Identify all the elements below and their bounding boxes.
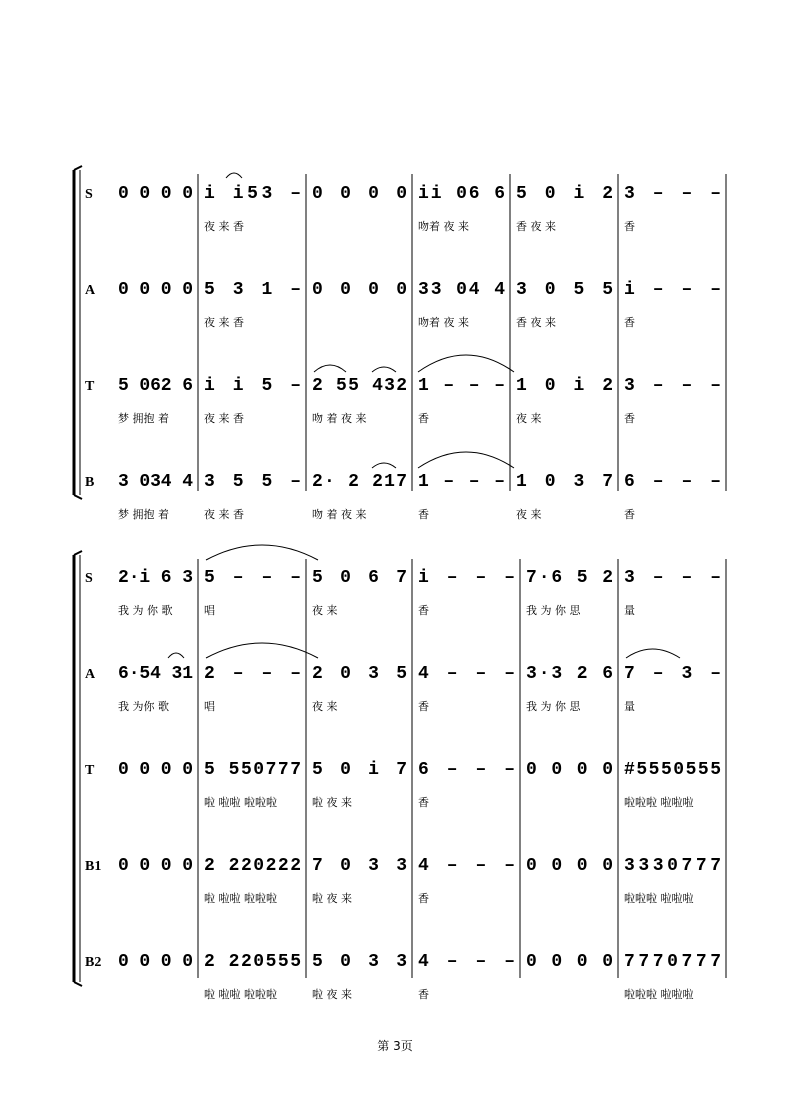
lyric-text: 夜 来 香	[204, 220, 244, 233]
voice-label: T	[85, 379, 95, 394]
measure-notes: 5 – – –	[204, 568, 302, 588]
lyric-text: 吻 着 夜 来	[312, 508, 367, 521]
lyric-text: 啦 夜 来	[312, 892, 352, 905]
measure-notes: i i 5 –	[204, 376, 302, 396]
voice-label: T	[85, 763, 95, 778]
measure-notes: 5 3 1 –	[204, 280, 302, 300]
measure-notes: 0000	[118, 952, 194, 972]
measure-notes: 5 0 6 7	[312, 568, 408, 588]
slur	[418, 355, 514, 372]
measure-notes: 0000	[526, 856, 614, 876]
measure-notes: i – – –	[418, 568, 516, 588]
lyric-text: 夜 来	[312, 604, 338, 617]
measure-notes: 2·i 6 3	[118, 568, 194, 588]
lyric-text: 夜 来	[312, 700, 338, 713]
measure-notes: 6·54 31	[118, 664, 194, 684]
voice-label: S	[85, 571, 93, 586]
lyric-text: 啦啦啦 啦啦啦	[624, 892, 694, 905]
page-number: 第 3页	[377, 1039, 413, 1053]
measure-notes: 0000	[118, 760, 194, 780]
measure-notes: 2 – – –	[204, 664, 302, 684]
measure-notes: 1 – – –	[418, 472, 506, 492]
lyric-text: 啦 啦啦 啦啦啦	[204, 796, 277, 809]
lyric-text: 夜 来 香	[204, 316, 244, 329]
lyric-text: 唱	[204, 700, 215, 713]
measure-notes: 5 0 i 7	[312, 760, 408, 780]
lyric-text: 香	[624, 316, 635, 329]
measure-notes: 2 220222	[204, 856, 302, 876]
measure-notes: 0000	[312, 184, 408, 204]
bracket-cap	[74, 982, 82, 986]
measure-notes: 3 – – –	[624, 376, 722, 396]
lyric-text: 我 为 你 歌	[118, 604, 173, 617]
slur	[168, 653, 184, 658]
measure-notes: 6 – – –	[418, 760, 516, 780]
slur	[206, 545, 318, 560]
lyric-text: 啦啦啦 啦啦啦	[624, 796, 694, 809]
measure-notes: 6 – – –	[624, 472, 722, 492]
lyric-text: 香	[418, 508, 429, 521]
lyric-text: 香 夜 来	[516, 220, 556, 233]
lyric-text: 梦 拥抱 着	[118, 412, 169, 425]
measure-notes: 5 550777	[204, 760, 302, 780]
measure-notes: 3 5 5 –	[204, 472, 302, 492]
lyric-text: 啦 啦啦 啦啦啦	[204, 988, 277, 1001]
measure-notes: 2· 2 217	[312, 472, 408, 492]
lyric-text: 啦啦啦 啦啦啦	[624, 988, 694, 1001]
measure-notes: i i53 –	[204, 184, 302, 204]
measure-notes: 1 – – –	[418, 376, 506, 396]
slur	[626, 649, 680, 658]
lyric-text: 香 夜 来	[516, 316, 556, 329]
bracket-cap	[74, 551, 82, 555]
voice-label: A	[85, 667, 96, 682]
voice-label: S	[85, 187, 93, 202]
bracket-cap	[74, 166, 82, 170]
lyric-text: 我 为 你 思	[526, 700, 581, 713]
lyric-text: 香	[418, 988, 429, 1001]
slur	[314, 365, 346, 372]
lyric-text: 夜 来 香	[204, 508, 244, 521]
measure-notes: 0000	[118, 856, 194, 876]
bracket-cap	[74, 495, 82, 499]
measure-notes: 5 0 3 3	[312, 952, 408, 972]
lyric-text: 香	[418, 604, 429, 617]
measure-notes: 3 034 4	[118, 472, 194, 492]
measure-notes: 7770777	[624, 952, 722, 972]
measure-notes: i – – –	[624, 280, 722, 300]
measure-notes: 5 0 i 2	[516, 184, 614, 204]
lyric-text: 唱	[204, 604, 215, 617]
measure-notes: 4 – – –	[418, 952, 516, 972]
measure-notes: 3330777	[624, 856, 722, 876]
voice-label: B	[85, 475, 95, 490]
lyric-text: 我 为 你 思	[526, 604, 581, 617]
measure-notes: 2 55 432	[312, 376, 408, 396]
voice-label: B1	[85, 859, 102, 874]
measure-notes: 3·3 2 6	[526, 664, 614, 684]
slur	[206, 643, 318, 658]
measure-notes: 7·6 5 2	[526, 568, 614, 588]
lyric-text: 香	[418, 700, 429, 713]
measure-notes: 0000	[526, 760, 614, 780]
lyric-text: 吻 着 夜 来	[312, 412, 367, 425]
lyric-text: 香	[624, 412, 635, 425]
measure-notes: 0000	[118, 184, 194, 204]
lyric-text: 我 为你 歌	[118, 700, 169, 713]
lyric-text: 啦 夜 来	[312, 988, 352, 1001]
voice-label: A	[85, 283, 96, 298]
lyric-text: 夜 来 香	[204, 412, 244, 425]
lyric-text: 夜 来	[516, 412, 542, 425]
measure-notes: 1 0 3 7	[516, 472, 614, 492]
lyric-text: 香	[624, 220, 635, 233]
lyric-text: 量	[624, 700, 635, 713]
measure-notes: 4 – – –	[418, 856, 516, 876]
lyric-text: 啦 啦啦 啦啦啦	[204, 892, 277, 905]
slur	[226, 173, 242, 178]
lyric-text: 夜 来	[516, 508, 542, 521]
lyric-text: 吻着 夜 来	[418, 220, 469, 233]
lyric-text: 香	[418, 892, 429, 905]
slur	[372, 463, 396, 468]
measure-notes: 3 – – –	[624, 568, 722, 588]
lyric-text: 香	[418, 412, 429, 425]
slur	[372, 367, 396, 372]
lyric-text: 梦 拥抱 着	[118, 508, 169, 521]
measure-notes: 0000	[118, 280, 194, 300]
measure-notes: 4 – – –	[418, 664, 516, 684]
measure-notes: 3 0 5 5	[516, 280, 614, 300]
voice-label: B2	[85, 955, 102, 970]
measure-notes: ii 06 6	[418, 184, 506, 204]
lyric-text: 吻着 夜 来	[418, 316, 469, 329]
measure-notes: 33 04 4	[418, 280, 506, 300]
measure-notes: 3 – – –	[624, 184, 722, 204]
measure-notes: 1 0 i 2	[516, 376, 614, 396]
lyric-text: 啦 夜 来	[312, 796, 352, 809]
measure-notes: 7 – 3 –	[624, 664, 722, 684]
measure-notes: 5 062 6	[118, 376, 194, 396]
measure-notes: #5550555	[624, 760, 722, 780]
measure-notes: 2 220555	[204, 952, 302, 972]
slur	[418, 452, 514, 468]
lyric-text: 香	[624, 508, 635, 521]
measure-notes: 0000	[526, 952, 614, 972]
measure-notes: 0000	[312, 280, 408, 300]
measure-notes: 2 0 3 5	[312, 664, 408, 684]
measure-notes: 7 0 3 3	[312, 856, 408, 876]
lyric-text: 量	[624, 604, 635, 617]
lyric-text: 香	[418, 796, 429, 809]
